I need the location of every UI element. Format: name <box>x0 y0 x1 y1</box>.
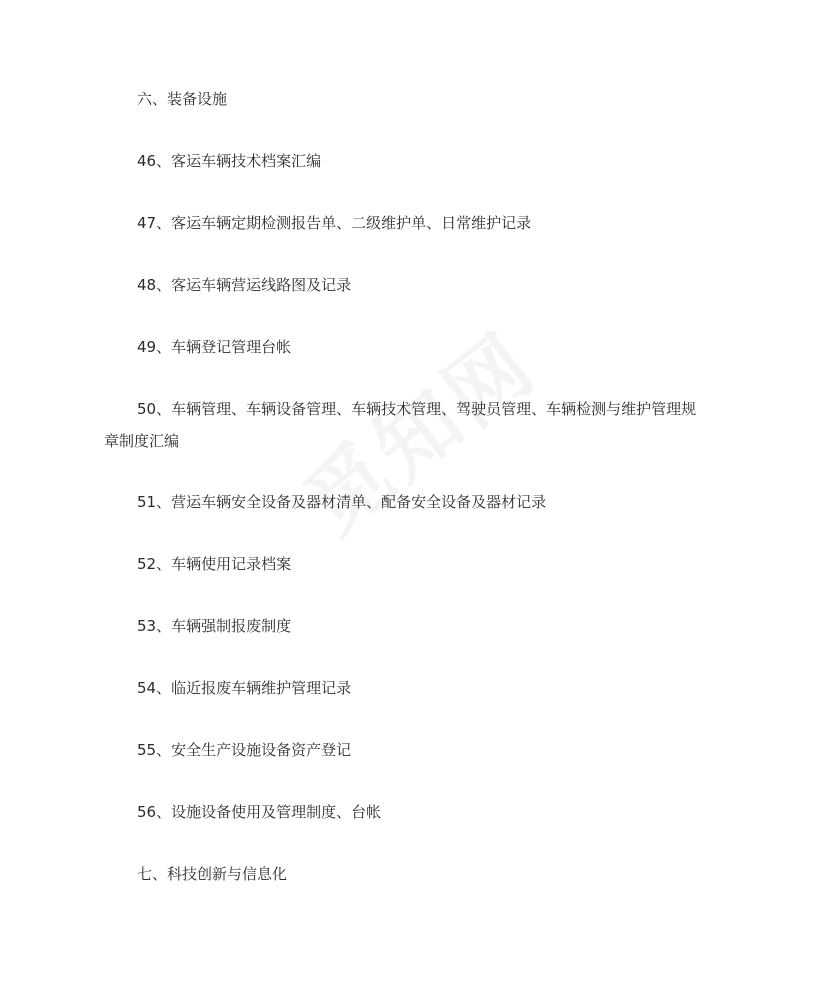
list-item-52: 52、车辆使用记录档案 <box>137 555 292 573</box>
list-item-48: 48、客运车辆营运线路图及记录 <box>137 276 352 294</box>
section-heading-6: 六、装备设施 <box>137 90 228 108</box>
list-item-46: 46、客运车辆技术档案汇编 <box>137 152 322 170</box>
watermark <box>277 301 557 556</box>
list-item-56: 56、设施设备使用及管理制度、台帐 <box>137 803 382 821</box>
list-item-51: 51、营运车辆安全设备及器材清单、配备安全设备及器材记录 <box>137 493 547 511</box>
list-item-55: 55、安全生产设施设备资产登记 <box>137 741 352 759</box>
list-item-50: 50、车辆管理、车辆设备管理、车辆技术管理、驾驶员管理、车辆检测与维护管理规 <box>137 400 697 418</box>
list-item-54: 54、临近报废车辆维护管理记录 <box>137 679 352 697</box>
list-item-53: 53、车辆强制报废制度 <box>137 617 292 635</box>
section-heading-7: 七、科技创新与信息化 <box>137 865 288 883</box>
list-item-49: 49、车辆登记管理台帐 <box>137 338 292 356</box>
list-item-47: 47、客运车辆定期检测报告单、二级维护单、日常维护记录 <box>137 214 532 232</box>
list-item-50-continuation: 章制度汇编 <box>104 432 180 450</box>
